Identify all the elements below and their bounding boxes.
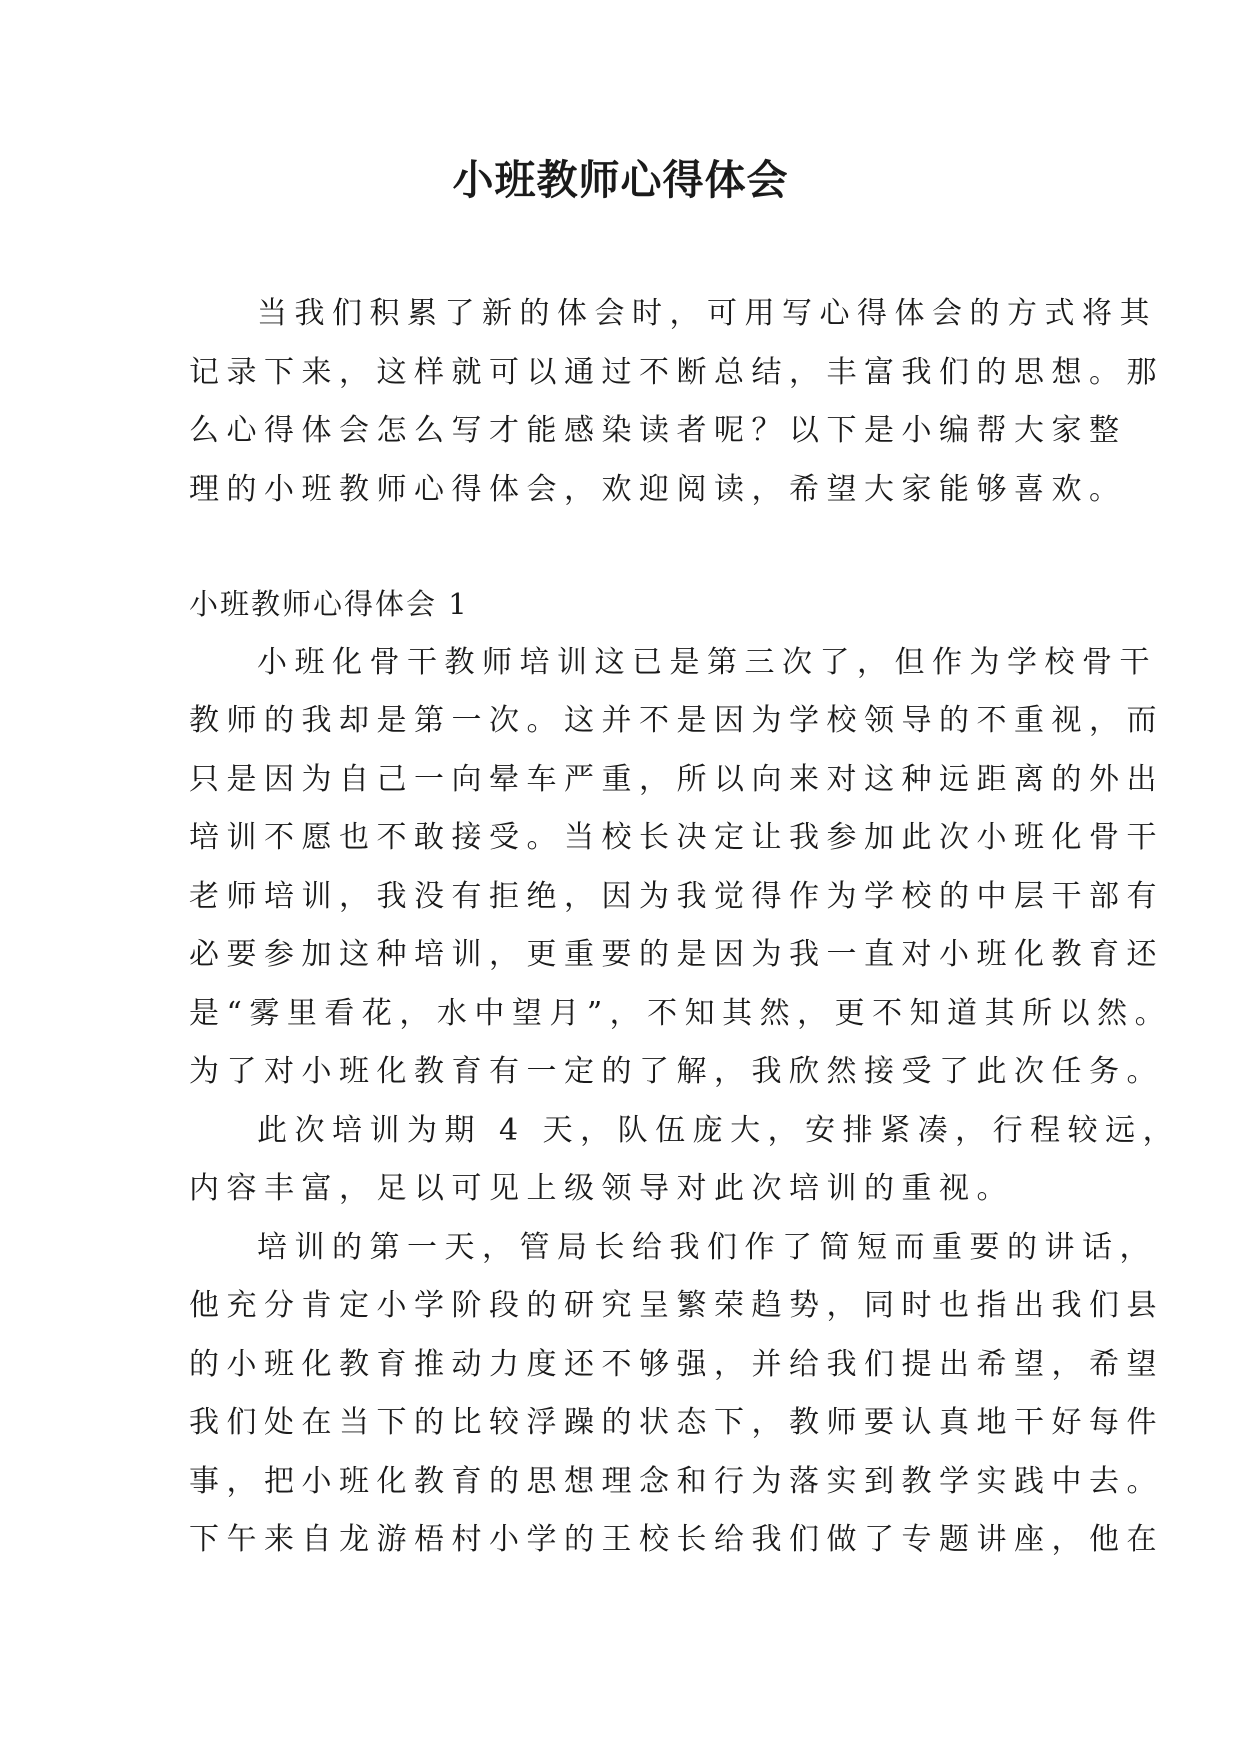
paragraph-line: 必要参加这种培训，更重要的是因为我一直对小班化教育还 [189,937,1164,972]
paragraph-line: 内容丰富，足以可见上级领导对此次培训的重视。 [189,1171,1014,1206]
paragraph-line: 是“雾里看花，水中望月”，不知其然，更不知道其所以然。 [189,995,1173,1031]
paragraph-line: 事，把小班化教育的思想理念和行为落实到教学实践中去。 [189,1463,1164,1499]
paragraph-line: 小班化骨干教师培训这已是第三次了，但作为学校骨干 [257,644,1157,680]
paragraph-line: 教师的我却是第一次。这并不是因为学校领导的不重视，而 [189,703,1164,738]
intro-paragraph [189,285,1164,519]
paragraph-line: 为了对小班化教育有一定的了解，我欣然接受了此次任务。 [189,1054,1164,1089]
paragraph-line: 此次培训为期 4 天，队伍庞大，安排紧凑，行程较远， [257,1112,1181,1148]
paragraph-line: 下午来自龙游梧村小学的王校长给我们做了专题讲座，他在 [189,1522,1164,1557]
section-1 [189,575,1181,1570]
paragraph-line: 他充分肯定小学阶段的研究呈繁荣趋势，同时也指出我们县 [189,1288,1164,1323]
paragraph-line: 老师培训，我没有拒绝，因为我觉得作为学校的中层干部有 [189,878,1164,914]
intro-line: 么心得体会怎么写才能感染读者呢？以下是小编帮大家整 [189,413,1127,448]
intro-line: 当我们积累了新的体会时，可用写心得体会的方式将其 [257,296,1157,331]
document-title: 小班教师心得体会 [452,156,789,204]
paragraph-line: 培训的第一天，管局长给我们作了简短而重要的讲话， [257,1229,1157,1265]
paragraph-line: 我们处在当下的比较浮躁的状态下，教师要认真地干好每件 [189,1405,1164,1440]
paragraph-line: 培训不愿也不敢接受。当校长决定让我参加此次小班化骨干 [189,820,1164,855]
intro-line: 理的小班教师心得体会，欢迎阅读，希望大家能够喜欢。 [189,471,1127,507]
paragraph-line: 的小班化教育推动力度还不够强，并给我们提出希望，希望 [189,1346,1164,1382]
intro-line: 记录下来，这样就可以通过不断总结，丰富我们的思想。那 [189,354,1164,390]
section-heading: 小班教师心得体会 1 [189,587,469,621]
paragraph-line: 只是因为自己一向晕车严重，所以向来对这种远距离的外出 [189,761,1164,797]
